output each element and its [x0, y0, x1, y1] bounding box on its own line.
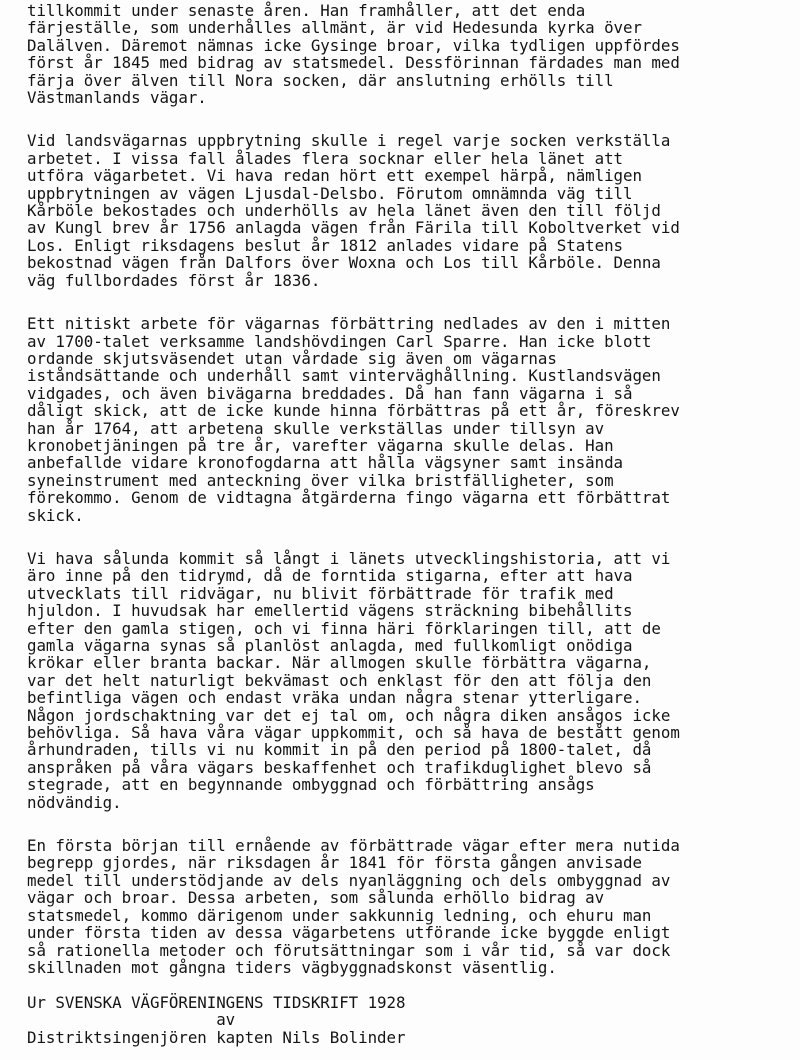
text-line: utvecklats till ridvägar, nu blivit förbättrade för trafik med — [27, 583, 614, 603]
text-line: färjeställe, som underhålles allmänt, är vid Hedesunda kyrka över — [27, 18, 642, 38]
text-line: skillnaden mot gångna tiders vägbyggnadskonst väsentlig. — [27, 957, 557, 977]
text-line: Vi hava sålunda kommit så långt i länets utvecklingshistoria, att vi — [27, 548, 671, 568]
source-line-by: av — [27, 1010, 236, 1030]
text-line: vidgades, och även bivägarna breddades. Då han fann vägarna i så — [27, 383, 633, 403]
text-line: skick. — [27, 505, 84, 525]
text-line: iståndsättande och underhåll samt vinterväghållning. Kustlandsvägen — [27, 366, 661, 386]
text-line: befintliga vägen och endast vräka undan några stenar ytterligare. — [27, 688, 642, 708]
text-line: behövliga. Så hava våra vägar uppkommit, och så hava de bestått genom — [27, 723, 680, 743]
text-line: han år 1764, att arbetena skulle verkställas under tillsyn av — [27, 418, 605, 438]
source-attribution — [27, 994, 405, 1046]
text-line: Ett nitiskt arbete för vägarnas förbättring nedlades av den i mitten — [27, 314, 671, 334]
text-line: efter den gamla stigen, och vi finna häri förklaringen till, att de — [27, 618, 661, 638]
text-line: syneinstrument med anteckning över vilka bristfälligheter, som — [27, 470, 614, 490]
text-line: bekostnad vägen från Dalfors över Woxna och Los till Kårböle. Denna — [27, 253, 661, 273]
text-line: av 1700-talet verksamme landshövdingen Carl Sparre. Han icke blott — [27, 331, 652, 351]
text-line: Västmanlands vägar. — [27, 88, 207, 108]
text-line: väg fullbordades först år 1836. — [27, 270, 321, 290]
text-line: arbetet. I vissa fall ålades flera socknar eller hela länet att — [27, 148, 624, 168]
text-line: dåligt skick, att de icke kunde hinna förbättras på ett år, föreskrev — [27, 401, 680, 421]
text-line: tillkommit under senaste åren. Han framhåller, att det enda — [27, 1, 586, 20]
text-line: krökar eller branta backar. När allmogen skulle förbättra vägarna, — [27, 653, 652, 673]
text-line: hjuldon. I huvudsak har emellertid vägens sträckning bibehållits — [27, 601, 633, 621]
text-line: Los. Enligt riksdagens beslut år 1812 anlades vidare på Statens — [27, 235, 624, 255]
text-line: århundraden, tills vi nu kommit in på den period på 1800-talet, då — [27, 740, 652, 760]
text-line: av Kungl brev år 1756 anlagda vägen från Färila till Koboltverket vid — [27, 218, 680, 238]
text-line: anspråken på våra vägars beskaffenhet och trafikduglighet blevo så — [27, 757, 652, 777]
text-line: först år 1845 med bidrag av statsmedel. Dessförinnan färdades man med — [27, 53, 680, 73]
text-line: En första början till ernående av förbättrade vägar efter mera nutida — [27, 836, 680, 856]
text-line: under första tiden av dessa vägarbetens utförande icke byggde enligt — [27, 923, 671, 943]
paragraph-2 — [27, 132, 800, 289]
text-line: Dalälven. Däremot nämnas icke Gysinge broar, vilka tydligen uppfördes — [27, 35, 680, 55]
paragraph-3 — [27, 315, 800, 524]
text-line: uppbrytningen av vägen Ljusdal-Delsbo. Förutom omnämnda väg till — [27, 183, 633, 203]
text-line: ordande skjutsväsendet utan vårdade sig även om vägarnas — [27, 348, 557, 368]
text-line: statsmedel, kommo därigenom under sakkunnig ledning, och ehuru man — [27, 905, 652, 925]
author-line: Distriktsingenjören kapten Nils Bolinder — [27, 1027, 406, 1047]
text-line: förekommo. Genom de vidtagna åtgärderna fingo vägarna ett förbättrat — [27, 488, 671, 508]
paragraph-4 — [27, 550, 800, 811]
text-line: Vid landsvägarnas uppbrytning skulle i regel varje socken verkställa — [27, 131, 671, 151]
text-line: gamla vägarna synas så planlöst anlagda, med fullkomligt onödiga — [27, 636, 633, 655]
text-line: stegrade, att en begynnande ombyggnad och förbättring ansågs — [27, 775, 595, 795]
text-line: äro inne på den tidrymd, då de forntida stigarna, efter att hava — [27, 566, 633, 586]
source-line: Ur SVENSKA VÄGFÖRENINGENS TIDSKRIFT 1928 — [27, 993, 406, 1012]
text-line: anbefallde vidare kronofogdarna att hålla vägsyner samt insända — [27, 453, 624, 473]
text-line: färja över älven till Nora socken, där anslutning erhölls till — [27, 70, 614, 90]
text-line: kronobetjäningen på tre år, varefter vägarna skulle delas. Han — [27, 435, 614, 455]
text-line: vägar och broar. Dessa arbeten, som sålunda erhöllo bidrag av — [27, 888, 605, 908]
paragraph-1 — [27, 2, 800, 106]
text-line: medel till understödjande av dels nyanläggning och dels ombyggnad av — [27, 870, 671, 890]
text-line: begrepp gjordes, när riksdagen år 1841 för första gången anvisade — [27, 853, 642, 873]
text-line: Någon jordschaktning var det ej tal om, och några diken ansågos icke — [27, 705, 671, 725]
text-line: Kårböle bekostades och underhölls av hela länet även den till följd — [27, 201, 661, 221]
paragraph-5 — [27, 837, 800, 976]
text-line: nödvändig. — [27, 792, 122, 812]
text-line: var det helt naturligt bekvämast och enklast för den att följa den — [27, 670, 652, 690]
text-line: så rationella metoder och förutsättningar som i vår tid, så var dock — [27, 940, 671, 960]
text-line: utföra vägarbetet. Vi hava redan hört ett exempel härpå, nämligen — [27, 166, 642, 186]
